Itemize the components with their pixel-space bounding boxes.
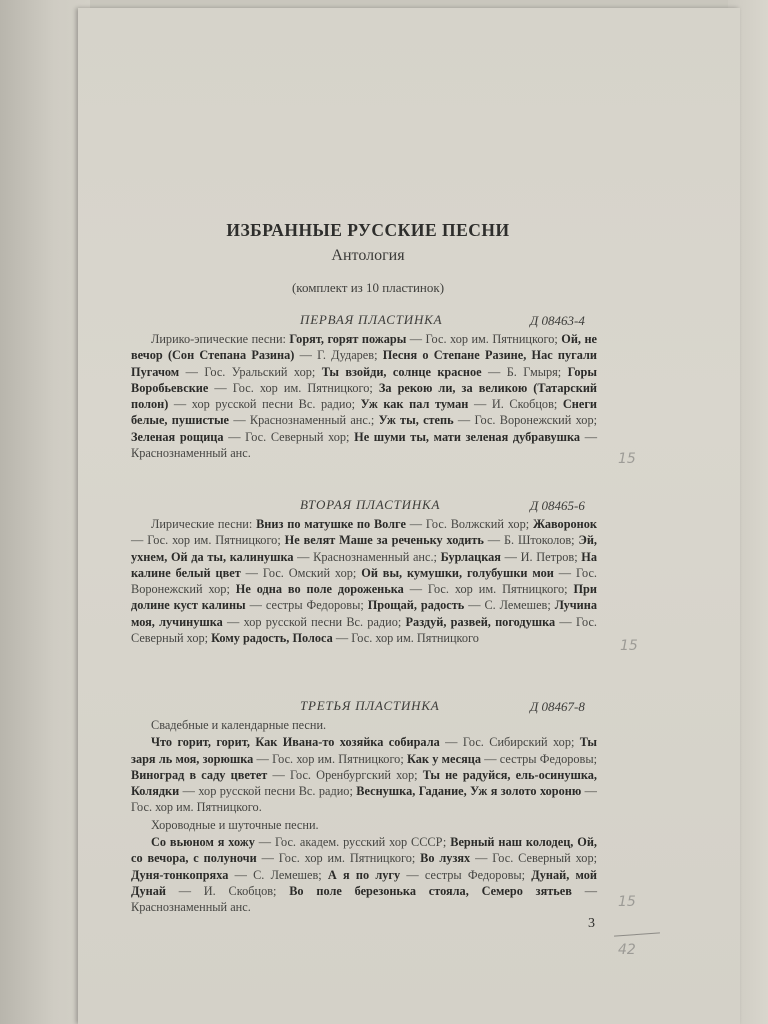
record-paragraph <box>131 817 597 833</box>
performer-text: — Гос. хор им. Пятницкого; <box>208 380 379 395</box>
performer-text: — Гос. хор им. Пятницкого; <box>131 533 285 548</box>
song-title: Уж как пал туман <box>360 397 469 412</box>
performer-text: Свадебные и календарные песни. <box>151 718 327 732</box>
song-title: Не шуми ты, мати зеленая дубравушка <box>354 429 581 444</box>
record-1-code: Д 08463-4 <box>530 313 585 328</box>
song-title: Лучина моя, лучинушка <box>131 598 597 629</box>
performer-text: Лирические песни: <box>151 517 257 531</box>
document-subtitle: Антология <box>331 247 405 264</box>
document-title: ИЗБРАННЫЕ РУССКИЕ ПЕСНИ <box>226 220 510 240</box>
record-1-body <box>131 331 597 461</box>
performer-text: — Гос. хор им. Пятницкого. <box>131 784 597 815</box>
record-3-code: Д 08467-8 <box>530 699 585 714</box>
pencil-mark: 15 <box>620 638 638 654</box>
performer-text: — Краснознаменный анс. <box>131 429 597 461</box>
performer-text: — Гос. Северный хор; <box>470 851 598 866</box>
performer-text: — сестры Федоровы; <box>400 867 532 882</box>
record-2-title: ВТОРАЯ ПЛАСТИНКА <box>300 497 441 512</box>
performer-text: — Гос. Воронежский хор; <box>131 565 597 597</box>
performer-text: — Краснознаменный анс.; <box>293 549 441 564</box>
performer-text: — Гос. Воронежский хор; <box>453 413 598 428</box>
left-page-edge <box>0 0 90 1024</box>
performer-text: — Гос. Сибирский хор; <box>439 735 580 750</box>
song-title: Не одна во поле дороженька <box>235 582 404 597</box>
song-title: Во лузях <box>420 851 471 866</box>
record-1-title: ПЕРВАЯ ПЛАСТИНКА <box>300 312 443 327</box>
song-title: Ты заря ль моя, зорюшка <box>131 735 597 766</box>
song-title: Прощай, радость <box>367 598 465 613</box>
performer-text: — сестры Федоровы; <box>245 598 368 613</box>
song-title: Во поле березонька стояла, Семеро зятьев <box>289 883 572 898</box>
song-title: Дунай, мой Дунай <box>131 867 597 898</box>
song-title: Жаворонок <box>532 517 597 531</box>
booklet-page <box>78 8 740 1024</box>
performer-text: — Гос. Северный хор; <box>131 614 597 646</box>
performer-text: — хор русской песни Вс. радио; <box>222 614 406 629</box>
song-title: Зеленая рощица <box>131 429 224 444</box>
song-title: Как у месяца <box>407 751 481 766</box>
performer-text: — С. Лемешев; <box>228 867 328 882</box>
song-title: Уж ты, степь <box>378 413 454 428</box>
song-title: Песня о Степане Разине, Нас пугали Пугачом <box>131 348 597 379</box>
performer-text: — Краснознаменный анс.; <box>229 413 379 428</box>
pencil-mark: 15 <box>618 451 636 467</box>
song-title: Раздуй, развей, погодушка <box>405 614 556 629</box>
song-title: Горы Воробьевские <box>131 364 597 395</box>
performer-text: — хор русской песни Вс. радио; <box>168 397 361 412</box>
song-title: Ты не радуйся, ель-осинушка, Колядки <box>131 767 598 799</box>
song-title: Снеги белые, пушистые <box>131 397 597 428</box>
performer-text: — И. Скобцов; <box>468 397 563 412</box>
song-title: Кому радость, Полоса <box>211 631 333 646</box>
song-title: Не велят Маше за реченьку ходить <box>284 533 484 548</box>
pencil-mark: 15 <box>618 894 636 910</box>
song-title: Ты взойди, солнце красное <box>321 364 482 379</box>
song-title: Виноград в саду цветет <box>131 767 268 782</box>
performer-text: — Гос. Оренбургский хор; <box>267 767 423 782</box>
record-3-body <box>131 717 597 916</box>
performer-text: — И. Скобцов; <box>165 883 290 898</box>
song-title: На калине белый цвет <box>131 549 598 580</box>
record-3-title: ТРЕТЬЯ ПЛАСТИНКА <box>300 698 440 713</box>
song-title: Со вьюном я хожу <box>151 835 255 850</box>
song-title: Эй, ухнем, Ой да ты, калинушка <box>131 533 597 564</box>
performer-text: — Гос. хор им. Пятницкого; <box>406 332 562 346</box>
song-title: Веснушка, Гадание, Уж я золото хороню <box>356 784 582 799</box>
song-title: А я по лугу <box>327 867 401 882</box>
performer-text: — Гос. академ. русский хор СССР; <box>254 835 451 850</box>
page-number: 3 <box>588 916 595 931</box>
song-title: При долине куст калины <box>131 582 597 613</box>
performer-text: — Гос. хор им. Пятницкого <box>332 631 479 646</box>
kit-note: (комплект из 10 пластинок) <box>291 280 445 295</box>
song-title: Горят, горят пожары <box>289 332 407 346</box>
pencil-mark: 42 <box>618 942 636 958</box>
song-title: Бурлацкая <box>440 549 501 564</box>
record-paragraph <box>131 734 597 815</box>
song-title: Вниз по матушке по Волге <box>256 517 406 531</box>
record-paragraph <box>131 331 597 461</box>
record-2-code: Д 08465-6 <box>530 498 585 513</box>
pencil-underline <box>614 932 660 936</box>
performer-text: — Гос. Северный хор; <box>223 429 355 444</box>
performer-text: Хороводные и шуточные песни. <box>151 817 319 832</box>
performer-text: — Гос. хор им. Пятницкого; <box>256 851 421 866</box>
performer-text: — И. Петров; <box>500 549 582 564</box>
song-title: За рекою ли, за великою (Татарский полон) <box>131 380 598 412</box>
performer-text: — Б. Штоколов; <box>483 533 579 548</box>
performer-text: — Гос. Уральский хор; <box>179 364 322 379</box>
song-title: Что горит, горит, Как Ивана-то хозяйка собирала <box>151 735 440 750</box>
record-paragraph <box>131 834 597 915</box>
record-paragraph <box>131 516 597 646</box>
song-title: Дуня-тонкопряха <box>131 867 229 882</box>
record-paragraph <box>131 717 597 733</box>
performer-text: Лирико-эпические песни: <box>151 332 290 346</box>
performer-text: — Гос. хор им. Пятницкого; <box>253 751 407 766</box>
song-title: Верный наш колодец, Ой, со вечора, с полуночи <box>131 835 597 866</box>
performer-text: — хор русской песни Вс. радио; <box>179 784 357 799</box>
performer-text: — сестры Федоровы; <box>480 751 598 766</box>
song-title: Ой вы, кумушки, голубушки мои <box>361 565 554 580</box>
performer-text: — Б. Гмыря; <box>481 364 568 379</box>
record-2-body <box>131 516 597 646</box>
performer-text: — Гос. Волжский хор; <box>405 517 533 531</box>
performer-text: — С. Лемешев; <box>464 598 555 613</box>
performer-text: — Г. Дударев; <box>294 348 383 363</box>
performer-text: — Гос. Омский хор; <box>240 565 362 580</box>
performer-text: — Краснознаменный анс. <box>131 883 597 915</box>
performer-text: — Гос. хор им. Пятницкого; <box>403 582 574 597</box>
song-title: Ой, не вечор (Сон Степана Разина) <box>131 332 597 363</box>
